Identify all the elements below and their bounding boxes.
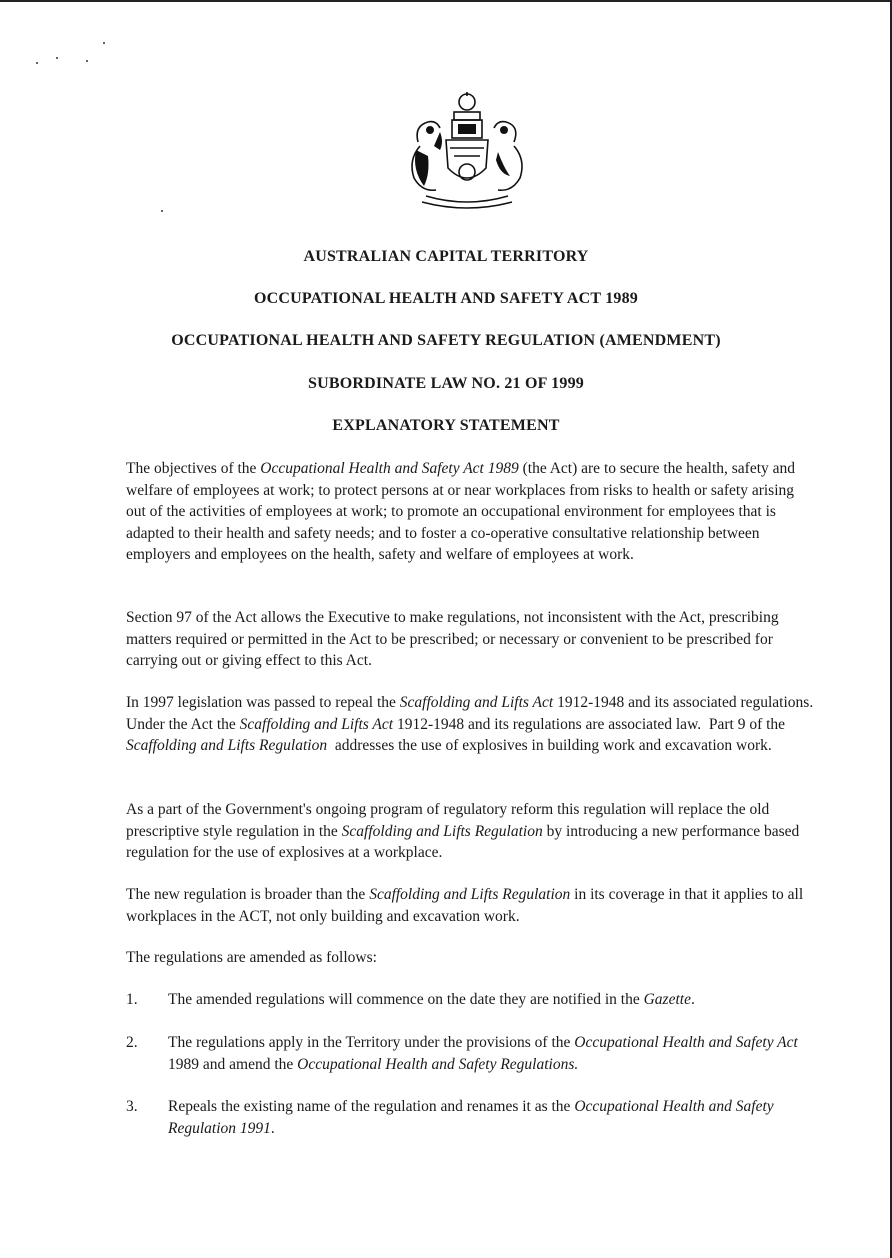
italic-text: Scaffolding and Lifts Regulation bbox=[126, 737, 328, 754]
scan-speck bbox=[36, 62, 38, 64]
text-run: The regulations apply in the Territory under the provisions of the bbox=[168, 1034, 575, 1051]
text-run: The new regulation is broader than the bbox=[126, 886, 370, 903]
list-item-text bbox=[168, 1032, 808, 1075]
italic-text: Occupational Health and Safety Act 1989 bbox=[260, 460, 519, 477]
text-run: addresses the use of explosives in building work and excavation work. bbox=[327, 737, 772, 754]
text-run: . bbox=[690, 991, 695, 1008]
text-run: by introducing a new performance based regulation for the use of explosives at a workplace. bbox=[126, 822, 804, 861]
page-edge-top bbox=[0, 0, 892, 2]
list-item-number: 1. bbox=[126, 991, 138, 1008]
text-run: In 1997 legislation was passed to repeal the bbox=[126, 694, 400, 711]
italic-text: Scaffolding and Lifts Act bbox=[399, 694, 554, 711]
text-run: . bbox=[270, 1119, 275, 1137]
list-item-number: 3. bbox=[126, 1098, 138, 1115]
list-item-text bbox=[168, 989, 808, 1011]
scan-speck bbox=[86, 60, 88, 62]
scan-speck bbox=[56, 57, 58, 59]
text-run: in its coverage in that it applies to all workplaces in the ACT, not only building and excavation work. bbox=[126, 886, 808, 925]
text-run: 1912-1948 and its regulations are associated law. Part 9 of the bbox=[393, 715, 789, 733]
scan-speck bbox=[103, 42, 105, 44]
text-run: 1912-1948 and its associated regulations. Under the Act the bbox=[126, 694, 821, 733]
italic-text: Scaffolding and Lifts Act bbox=[239, 715, 394, 733]
text-run: The regulations are amended as follows: bbox=[126, 949, 377, 966]
paragraph-coverage bbox=[126, 884, 816, 927]
text-run: The amended regulations will commence on the date they are notified in the bbox=[168, 991, 644, 1008]
paragraph-regulatory-reform bbox=[126, 799, 816, 864]
italic-text: Scaffolding and Lifts Regulation bbox=[369, 886, 571, 903]
heading-act: OCCUPATIONAL HEALTH AND SAFETY ACT 1989 bbox=[253, 290, 639, 307]
text-run: The objectives of the bbox=[126, 460, 261, 477]
paragraph-legislation-repeal bbox=[126, 692, 821, 757]
heading-territory: AUSTRALIAN CAPITAL TERRITORY bbox=[303, 248, 589, 265]
heading-explanatory-statement: EXPLANATORY STATEMENT bbox=[332, 417, 560, 434]
text-run: As a part of the Government's ongoing program of regulatory reform this regulation will replace the old prescriptive style regulation in the bbox=[126, 801, 774, 840]
list-item-number: 2. bbox=[126, 1034, 138, 1051]
paragraph-objectives bbox=[126, 458, 816, 566]
list-item-text bbox=[168, 1096, 808, 1139]
heading-regulation: OCCUPATIONAL HEALTH AND SAFETY REGULATION (AMENDMENT) bbox=[171, 332, 721, 349]
text-run: 1989 and amend the bbox=[168, 1034, 802, 1073]
paragraph-section-97 bbox=[126, 607, 816, 672]
italic-text: Scaffolding and Lifts Regulation bbox=[341, 822, 543, 840]
scan-speck bbox=[161, 210, 163, 212]
text-run: (the Act) are to secure the health, safety and welfare of employees at work; to protect persons at or near workplaces from risks to health or safety arising out of the activities of employees at work; to promote an occupational environment for employees that is adapted to their health and safety needs; and to foster a co-operative consultative relationship between employers and employees on the health, safety and welfare of employees at work. bbox=[126, 460, 799, 563]
heading-subordinate-law: SUBORDINATE LAW NO. 21 OF 1999 bbox=[308, 375, 584, 392]
paragraph-amendments-intro bbox=[126, 947, 816, 969]
text-run: Section 97 of the Act allows the Executive to make regulations, not inconsistent with the Act, prescribing matters required or permitted in the Act to be prescribed; or necessary or convenient to be prescribed for carrying out or giving effect to this Act. bbox=[126, 609, 783, 669]
italic-text: Occupational Health and Safety Regulation 1991 bbox=[168, 1098, 778, 1137]
italic-text: Gazette bbox=[643, 991, 691, 1008]
italic-text: Occupational Health and Safety Act bbox=[574, 1034, 798, 1051]
text-run: Repeals the existing name of the regulation and renames it as the bbox=[168, 1098, 575, 1115]
act-coat-of-arms-icon bbox=[400, 90, 534, 214]
italic-text: Occupational Health and Safety Regulations. bbox=[297, 1055, 579, 1073]
